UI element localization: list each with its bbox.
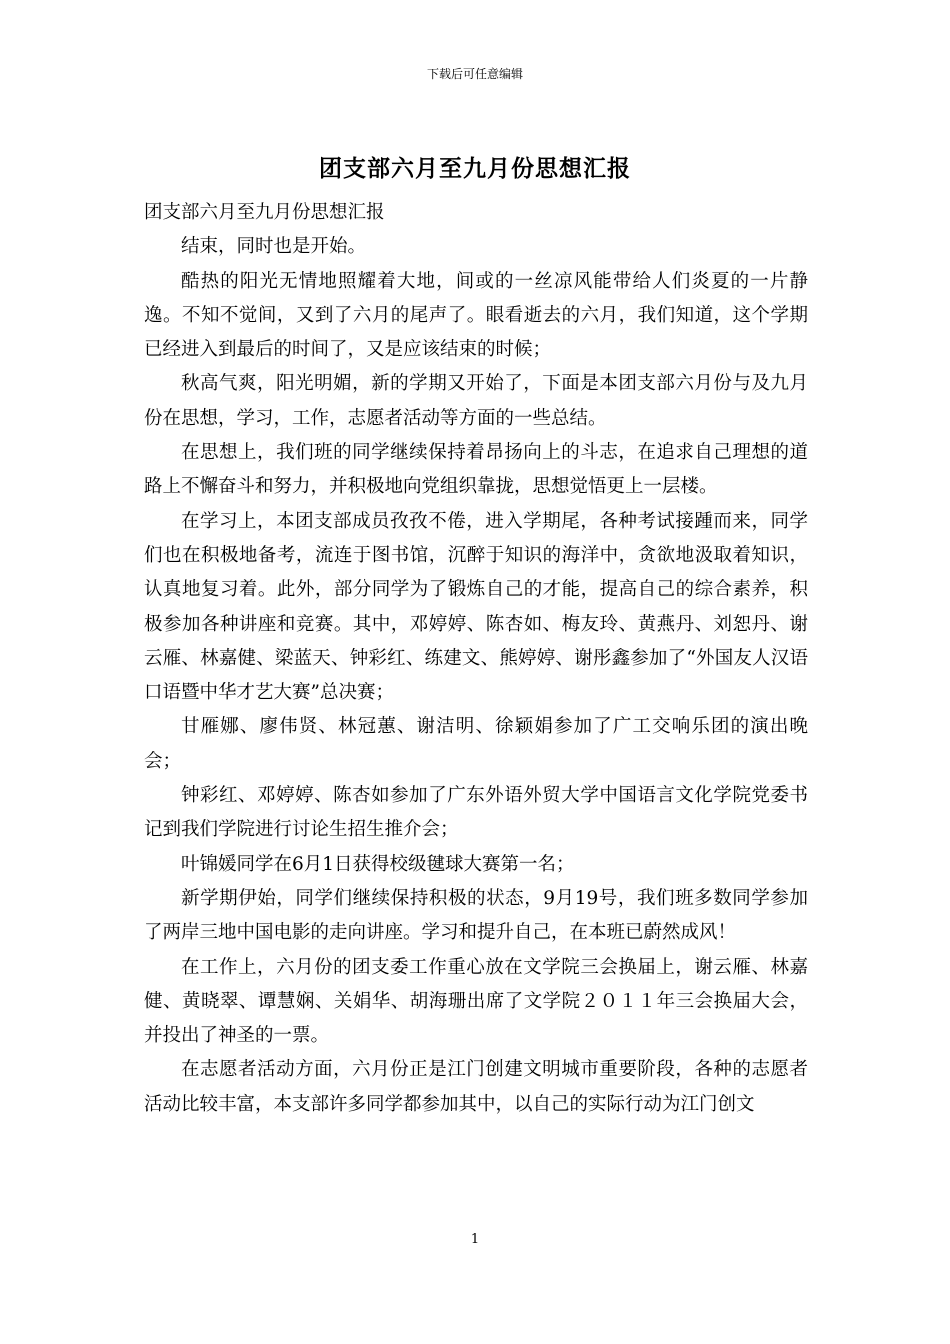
paragraph: 在学习上，本团支部成员孜孜不倦，进入学期尾，各种考试接踵而来，同学们也在积极地备考，流连于图书馆，沉醉于知识的海洋中，贪欲地汲取着知识，认真地复习着。此外，部分同学为了锻炼自己的才能，提高自己的综合素养，积极参加各种讲座和竞赛。其中，邓婷婷、陈杏如、梅友玲、黄燕丹、刘恕丹、谢云雁、林嘉健、梁蓝天、钟彩红、练建文、熊婷婷、谢彤鑫参加了“外国友人汉语口语暨中华才艺大赛”总决赛； — [144, 510, 808, 704]
paragraph: 叶锦媛同学在6月1日获得校级毽球大赛第一名； — [181, 853, 575, 875]
paragraph: 酷热的阳光无情地照耀着大地，间或的一丝凉风能带给人们炎夏的一片静逸。不知不觉间，又到了六月的尾声了。眼看逝去的六月，我们知道，这个学期已经进入到最后的时间了，又是应该结束的时候； — [144, 270, 808, 361]
paragraph: 结束，同时也是开始。 — [181, 236, 367, 258]
document-subtitle: 团支部六月至九月份思想汇报 — [144, 202, 385, 223]
paragraph: 在思想上，我们班的同学继续保持着昂扬向上的斗志，在追求自己理想的道路上不懈奋斗和努力，并积极地向党组织靠拢，思想觉悟更上一层楼。 — [144, 442, 808, 498]
paragraph: 甘雁娜、廖伟贤、林冠蕙、谢洁明、徐颖娟参加了广工交响乐团的演出晚会； — [144, 716, 808, 772]
paragraph: 在工作上，六月份的团支委工作重心放在文学院三会换届上，谢云雁、林嘉健、黄晓翠、谭慧娴、关娟华、胡海珊出席了文学院２０１１年三会换届大会，并投出了神圣的一票。 — [144, 956, 808, 1047]
page-number: 1 — [470, 1232, 480, 1247]
document-title: 团支部六月至九月份思想汇报 — [319, 155, 631, 182]
paragraph: 在志愿者活动方面，六月份正是江门创建文明城市重要阶段，各种的志愿者活动比较丰富，本支部许多同学都参加其中，以自己的实际行动为江门创文 — [144, 1059, 808, 1115]
document-body — [144, 196, 808, 1122]
paragraph: 秋高气爽，阳光明媚，新的学期又开始了，下面是本团支部六月份与及九月份在思想，学习，工作，志愿者活动等方面的一些总结。 — [144, 373, 808, 429]
paragraph: 新学期伊始，同学们继续保持积极的状态，9月19号，我们班多数同学参加了两岸三地中国电影的走向讲座。学习和提升自己，在本班已蔚然成风！ — [144, 887, 808, 944]
paragraph: 钟彩红、邓婷婷、陈杏如参加了广东外语外贸大学中国语言文化学院党委书记到我们学院进行讨论生招生推介会； — [144, 785, 808, 841]
header-note: 下载后可任意编辑 — [426, 67, 523, 81]
